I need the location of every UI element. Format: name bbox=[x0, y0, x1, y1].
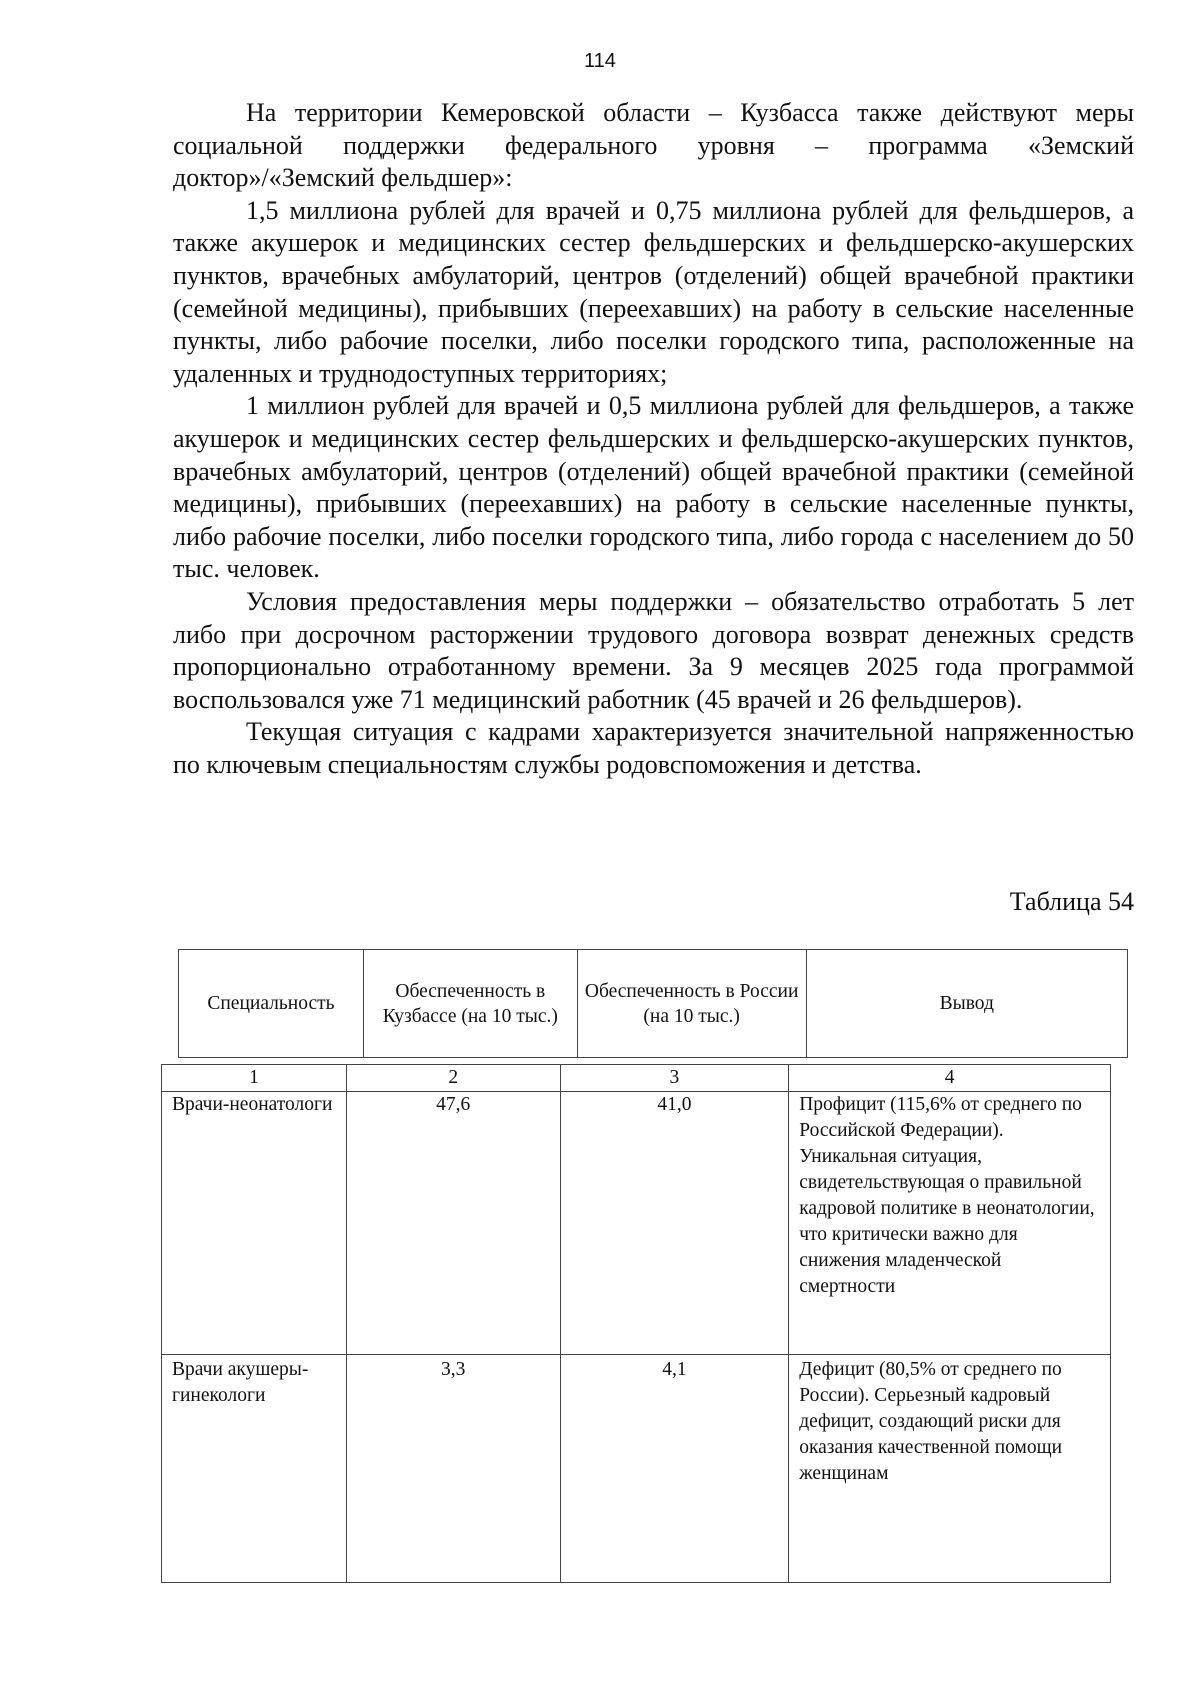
paragraph: На территории Кемеровской области – Кузбасса также действуют меры социальной поддержки федерального уровня – программа «Земский доктор»/«Земский фельдшер»: bbox=[173, 98, 1134, 193]
column-number: 2 bbox=[346, 1065, 560, 1092]
table-row bbox=[162, 1092, 1111, 1355]
header-row bbox=[179, 950, 1128, 1058]
paragraph: 1,5 миллиона рублей для врачей и 0,75 миллиона рублей для фельдшеров, а также акушерок и медицинских сестер фельдшерских и фельдшерско-акушерских пунктов, врачебных амбулаторий, центров (отделений) общей врачебной практики (семейной медицины), прибывших (переехавших) на работу в сельские населенные пункты, либо рабочие поселки, либо поселки городского типа, расположенные на удаленных и труднодоступных территориях; bbox=[173, 195, 1134, 388]
kuzbass-value-cell: 47,6 bbox=[346, 1092, 560, 1355]
header-cell-specialty: Специальность bbox=[179, 950, 364, 1058]
body-text bbox=[173, 97, 1134, 781]
russia-value-cell: 41,0 bbox=[560, 1092, 789, 1355]
header-cell-kuzbass: Обеспеченность в Кузбассе (на 10 тыс.) bbox=[363, 950, 577, 1058]
data-table bbox=[161, 1064, 1111, 1583]
column-number: 3 bbox=[560, 1065, 789, 1092]
conclusion-cell: Профицит (115,6% от среднего по Российской Федерации). Уникальная ситуация, свидетельствующая о правильной кадровой политике в неонатологии, что критически важно для снижения младенческой смертности bbox=[789, 1092, 1111, 1355]
paragraph: Текущая ситуация с кадрами характеризуется значительной напряженностью по ключевым специальностям службы родовспоможения и детства. bbox=[173, 717, 1134, 779]
specialty-cell: Врачи акушеры-гинекологи bbox=[162, 1355, 347, 1583]
specialty-cell: Врачи-неонатологи bbox=[162, 1092, 347, 1355]
table-row bbox=[162, 1355, 1111, 1583]
page-number: 114 bbox=[584, 50, 616, 72]
table-caption: Таблица 54 bbox=[1009, 887, 1134, 916]
conclusion-cell: Дефицит (80,5% от среднего по России). Серьезный кадровый дефицит, создающий риски для оказания качественной помощи женщинам bbox=[789, 1355, 1111, 1583]
column-number: 4 bbox=[789, 1065, 1111, 1092]
column-number-row bbox=[162, 1065, 1111, 1092]
paragraph: 1 миллион рублей для врачей и 0,5 миллиона рублей для фельдшеров, а также акушерок и медицинских сестер фельдшерских и фельдшерско-акушерских пунктов, врачебных амбулаторий, центров (отделений) общей врачебной практики (семейной медицины), прибывших (переехавших) на работу в сельские населенные пункты, либо рабочие поселки, либо поселки городского типа, либо города с населением до 50 тыс. человек. bbox=[173, 391, 1134, 584]
kuzbass-value-cell: 3,3 bbox=[346, 1355, 560, 1583]
table-header bbox=[178, 949, 1128, 1058]
header-cell-russia: Обеспеченность в России (на 10 тыс.) bbox=[577, 950, 806, 1058]
russia-value-cell: 4,1 bbox=[560, 1355, 789, 1583]
paragraph: Условия предоставления меры поддержки – обязательство отработать 5 лет либо при досрочном расторжении трудового договора возврат денежных средств пропорционально отработанному времени. За 9 месяцев 2025 года программой воспользовался уже 71 медицинский работник (45 врачей и 26 фельдшеров). bbox=[173, 586, 1134, 714]
column-number: 1 bbox=[162, 1065, 347, 1092]
header-cell-conclusion: Вывод bbox=[806, 950, 1127, 1058]
